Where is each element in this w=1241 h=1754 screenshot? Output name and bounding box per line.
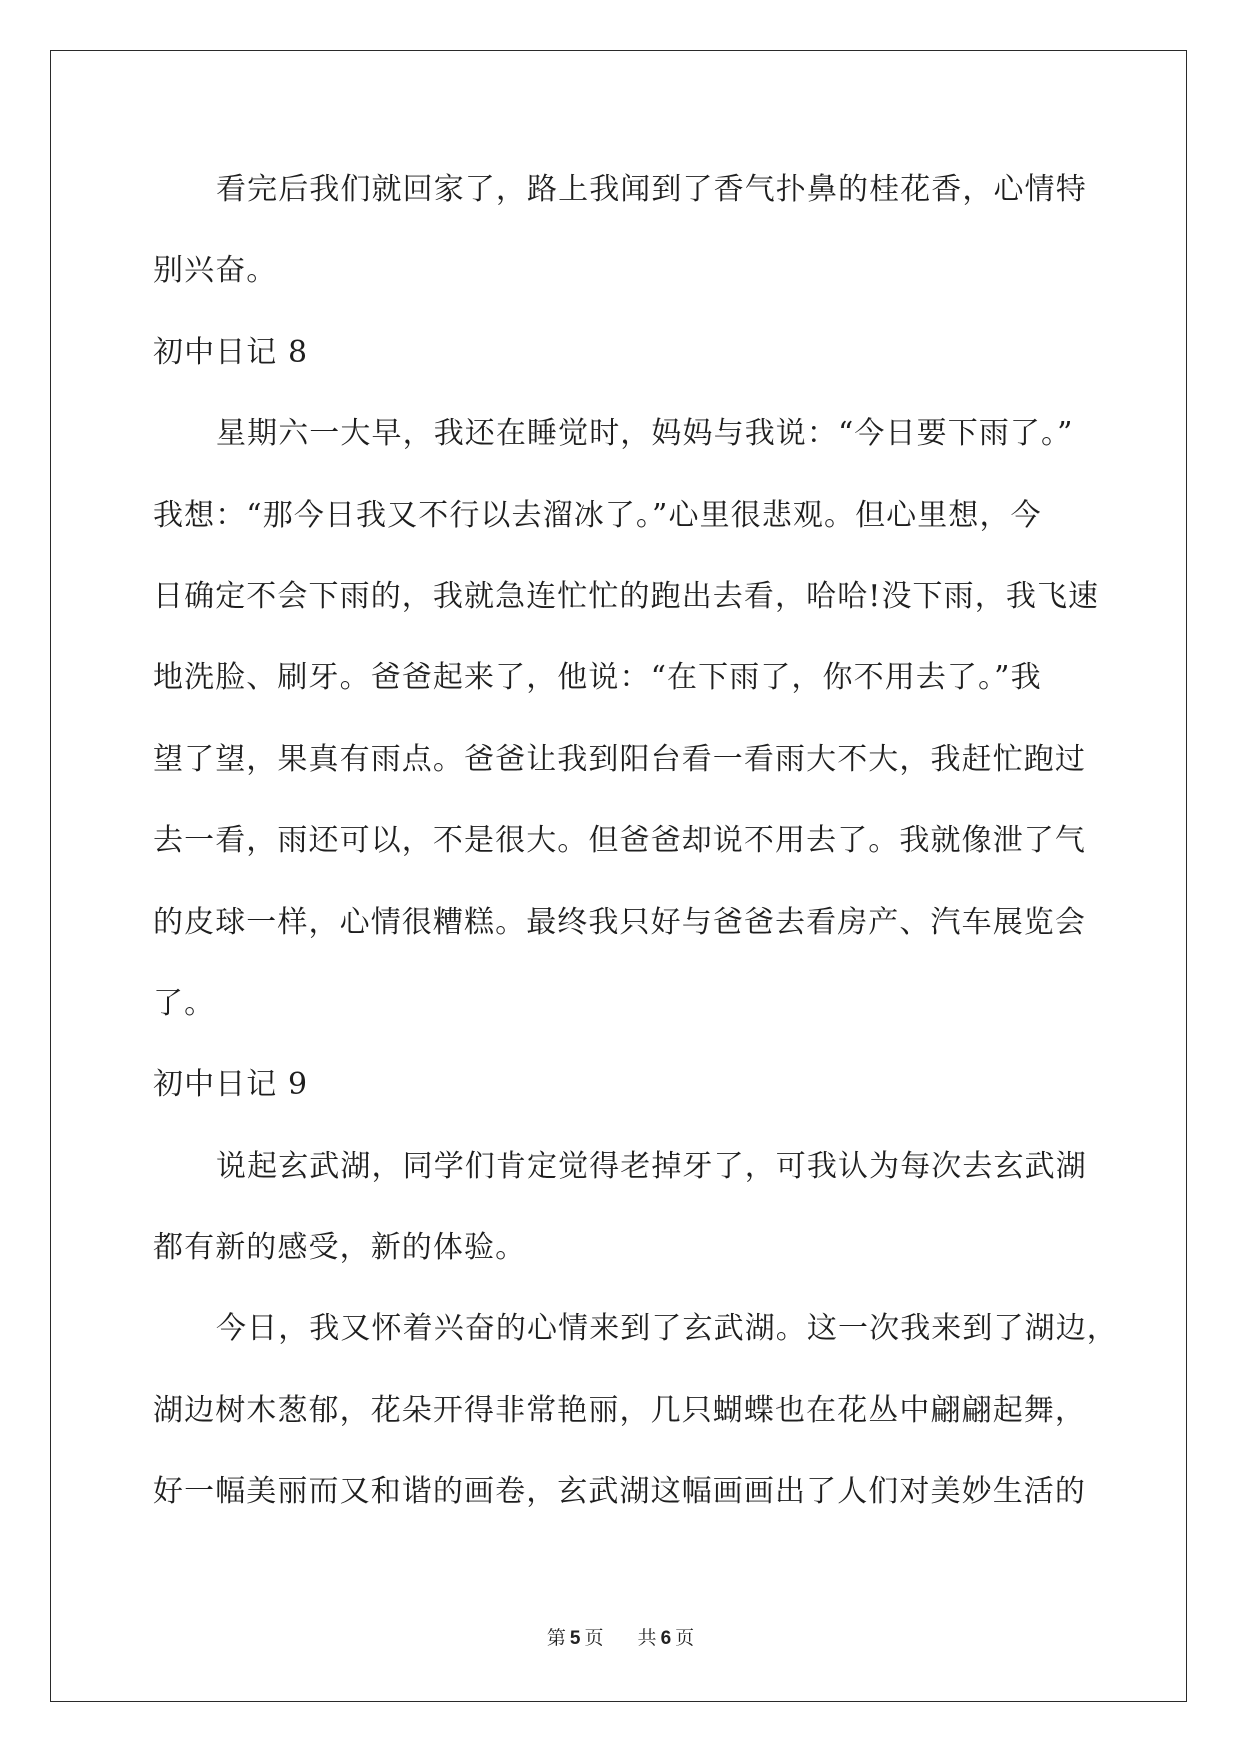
document-body (153, 149, 1163, 1533)
paragraph (153, 1126, 1163, 1289)
text-line: 都有新的感受，新的体验。 (153, 1230, 527, 1266)
text-line: 望了望，果真有雨点。爸爸让我到阳台看一看雨大不大，我赶忙跑过 (153, 741, 1086, 777)
paragraph (153, 393, 1163, 1044)
paragraph (153, 149, 1163, 312)
current-page-suffix: 页 (584, 1627, 604, 1649)
text-line: 我想：“那今日我又不行以去溜冰了。”心里很悲观。但心里想，今 (153, 497, 1042, 533)
text-line: 看完后我们就回家了，路上我闻到了香气扑鼻的桂花香，心情特 (216, 172, 1087, 207)
text-line: 去一看，雨还可以，不是很大。但爸爸却说不用去了。我就像泄了气 (153, 823, 1086, 859)
current-page-number: 5 (569, 1628, 581, 1649)
text-line: 了。 (153, 985, 216, 1021)
text-line: 说起玄武湖，同学们肯定觉得老掉牙了，可我认为每次去玄武湖 (216, 1148, 1087, 1184)
entry-heading: 初中日记 8 (153, 334, 309, 370)
entry-heading: 初中日记 9 (153, 1067, 309, 1103)
text-line: 星期六一大早，我还在睡觉时，妈妈与我说：“今日要下雨了。” (216, 416, 1074, 452)
text-line: 湖边树木葱郁，花朵开得非常艳丽，几只蝴蝶也在花丛中翩翩起舞， (153, 1392, 1086, 1428)
page-footer (0, 1624, 1241, 1653)
total-pages-prefix: 共 (637, 1627, 657, 1649)
paragraph (153, 1288, 1163, 1532)
text-line: 日确定不会下雨的，我就急连忙忙的跑出去看，哈哈!没下雨，我飞速 (153, 578, 1100, 614)
diary-entry (153, 1044, 1163, 1532)
text-line: 好一幅美丽而又和谐的画卷，玄武湖这幅画画出了人们对美妙生活的 (153, 1474, 1086, 1510)
text-line: 的皮球一样，心情很糟糕。最终我只好与爸爸去看房产、汽车展览会 (153, 904, 1086, 940)
text-line: 地洗脸、刷牙。爸爸起来了，他说：“在下雨了，你不用去了。”我 (153, 660, 1042, 696)
total-pages-suffix: 页 (675, 1627, 695, 1649)
current-page-prefix: 第 (546, 1627, 566, 1649)
total-pages-label (638, 1627, 695, 1649)
current-page-label (547, 1627, 610, 1649)
text-line: 别兴奋。 (153, 253, 278, 289)
diary-entry (153, 312, 1163, 1045)
total-pages-number: 6 (660, 1628, 672, 1649)
text-line: 今日，我又怀着兴奋的心情来到了玄武湖。这一次我来到了湖边， (216, 1311, 1118, 1347)
